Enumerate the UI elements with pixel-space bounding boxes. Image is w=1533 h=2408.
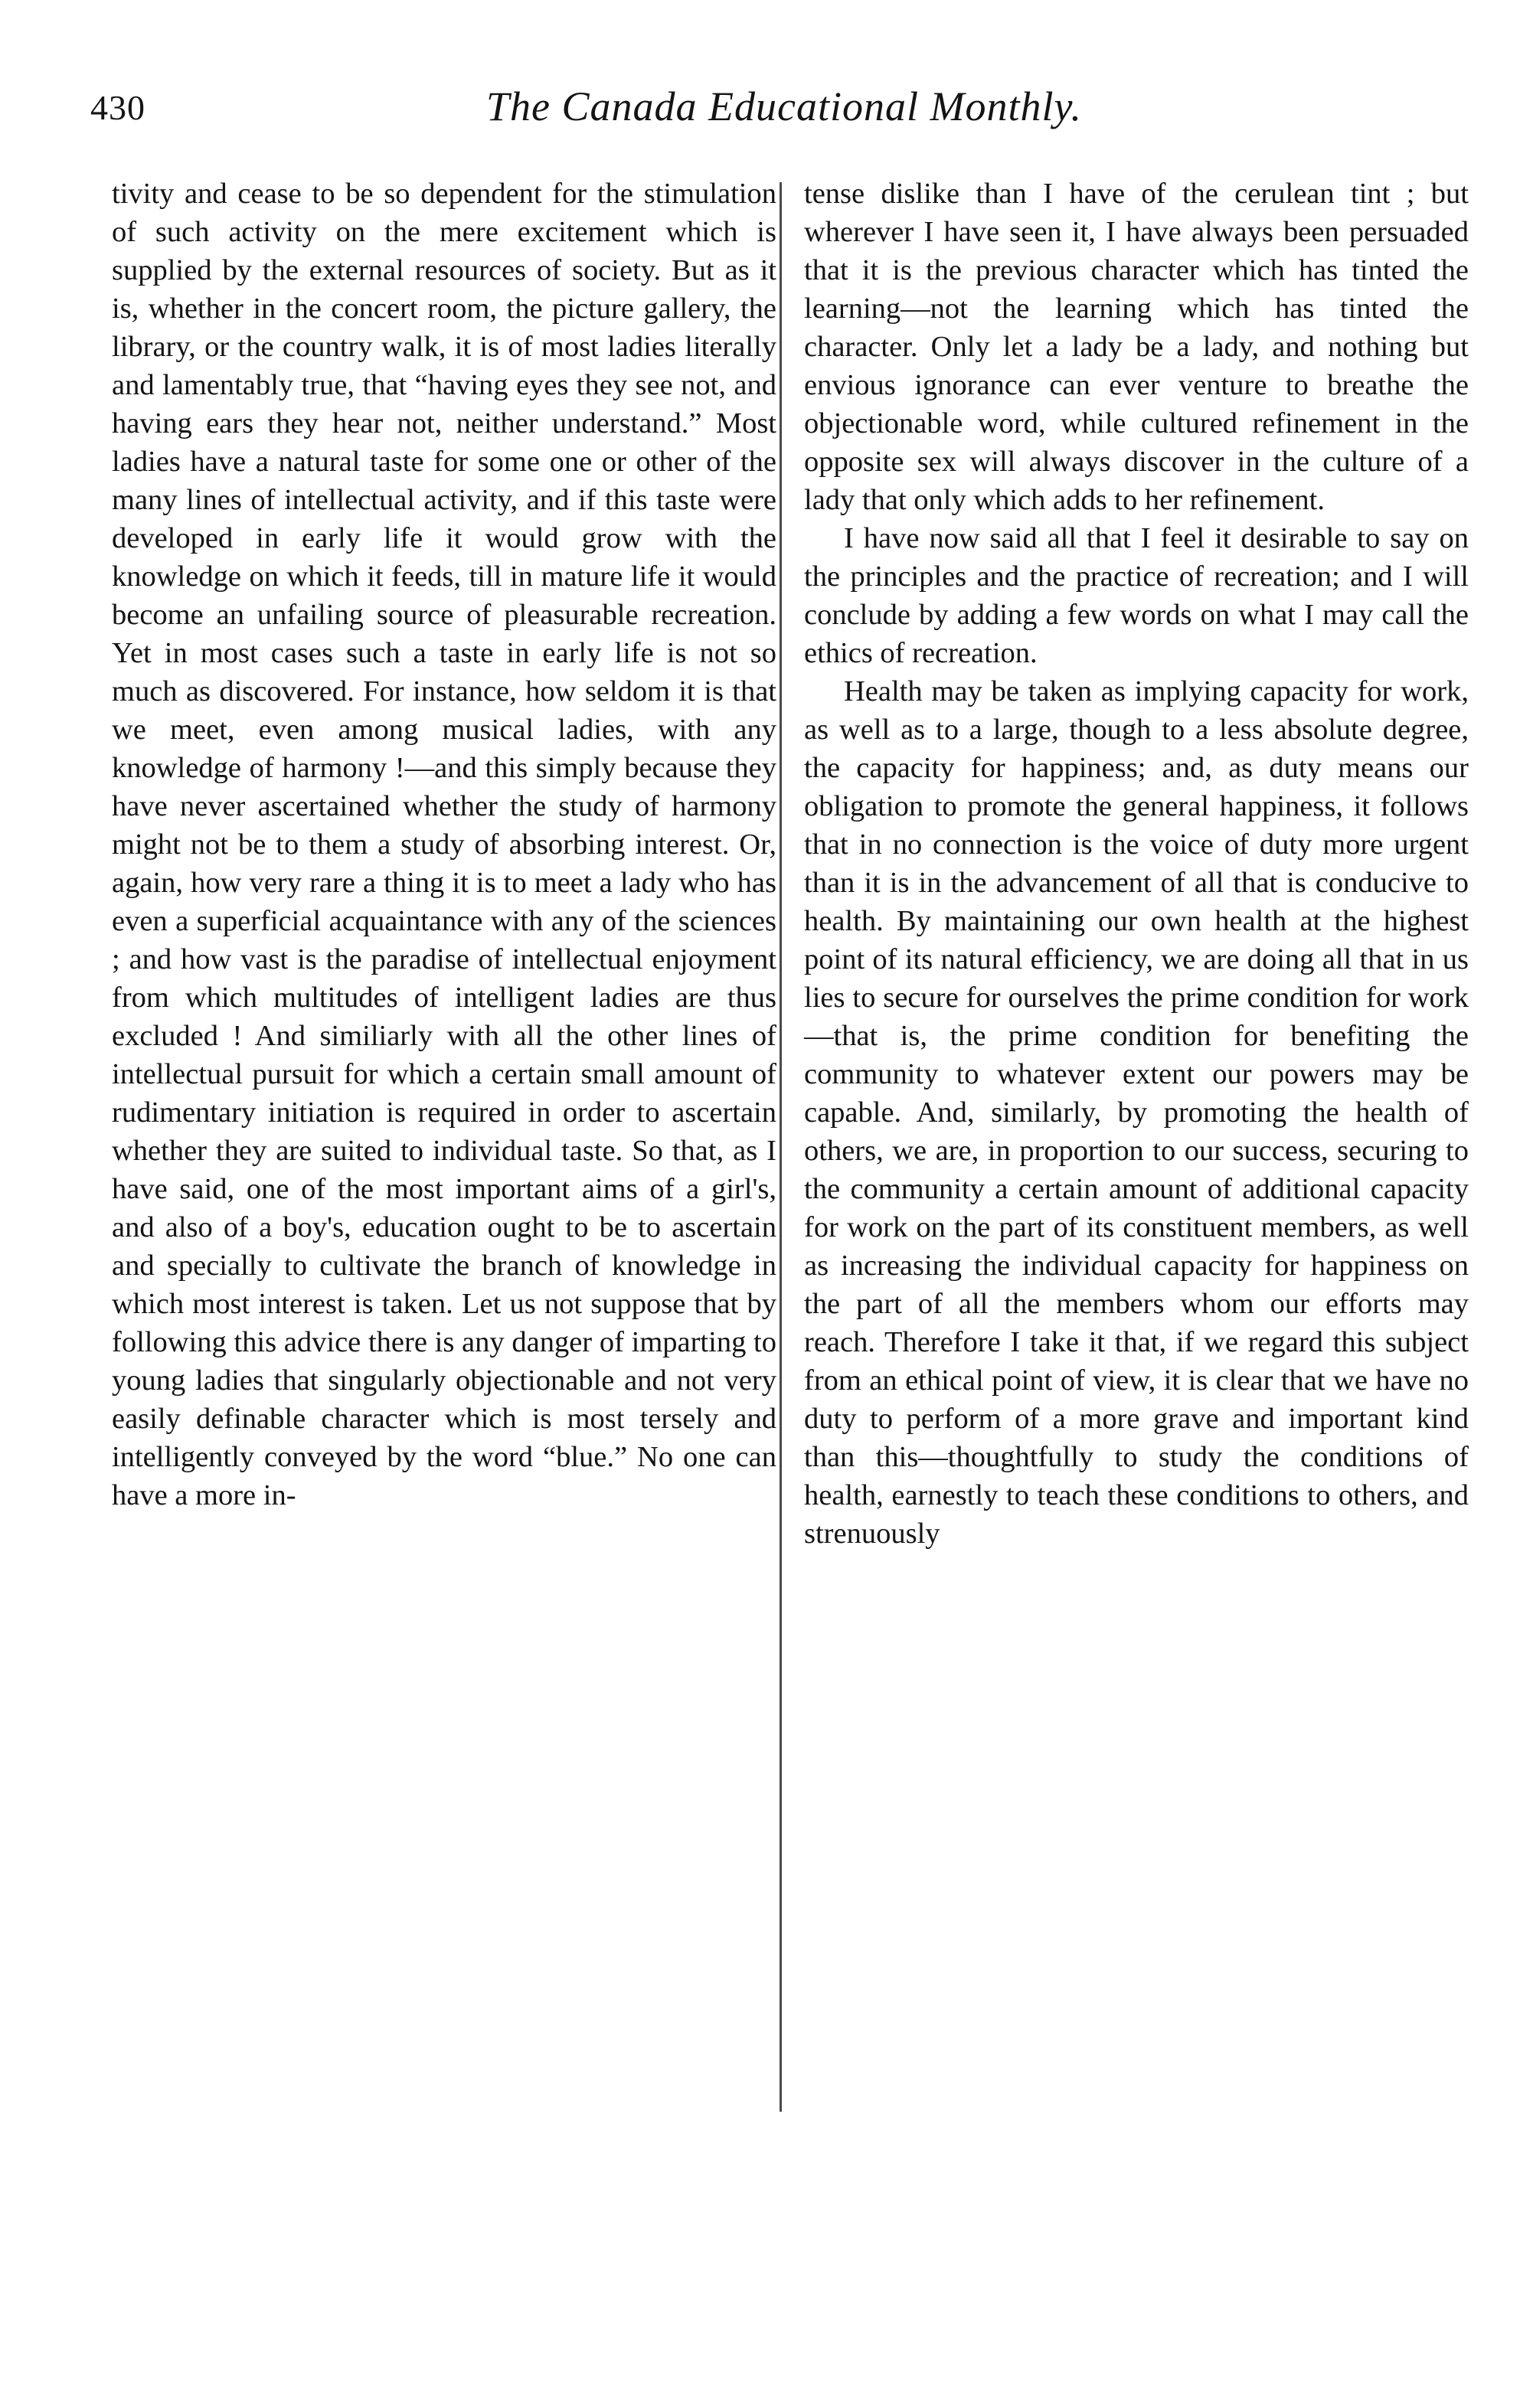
right-column	[804, 175, 1469, 2257]
right-paragraph-2: I have now said all that I feel it desirable to say on the principles and the practice of recreation; and I will conclude by adding a few words on what I may call the ethics of recreation.	[804, 522, 1469, 669]
page-header	[90, 83, 1478, 141]
running-title: The Canada Educational Monthly.	[486, 83, 1082, 129]
right-paragraph-3: Health may be taken as implying capacity for work, as well as to a large, though to a less absolute degree, the capacity for happiness; and, as duty means our obligation to promote the general happiness, it follows that in no connection is the voice of duty more urgent than it is in the advancement of all that is conducive to health. By maintaining our own health at the highest point of its natural efficiency, we are doing all that in us lies to secure for ourselves the prime condition for work—that is, the prime condition for benefiting the community to whatever extent our powers may be capable. And, similarly, by promoting the health of others, we are, in proportion to our success, securing to the community a certain amount of additional capacity for work on the part of its constituent members, as well as increasing the individual capacity for happiness on the part of all the members whom our efforts may reach. Therefore I take it that, if we regard this subject from an ethical point of view, it is clear that we have no duty to perform of a more grave and important kind than this—thoughtfully to study the conditions of health, earnestly to teach these conditions to others, and strenuously	[804, 675, 1469, 1550]
left-column	[112, 175, 776, 2257]
column-divider	[780, 182, 782, 2112]
left-paragraph-1: tivity and cease to be so dependent for the stimulation of such activity on the mere excitement which is supplied by the external resources of society. But as it is, whether in the concert room, the picture gallery, the library, or the country walk, it is of most ladies literally and lamentably true, that “having eyes they see not, and having ears they hear not, neither understand.” Most ladies have a natural taste for some one or other of the many lines of intellectual activity, and if this taste were developed in early life it would grow with the knowledge on which it feeds, till in mature life it would become an unfailing source of pleasurable recreation. Yet in most cases such a taste in early life is not so much as discovered. For instance, how seldom it is that we meet, even among musical ladies, with any knowledge of harmony !—and this simply because they have never ascertained whether the study of harmony might not be to them a study of absorbing interest. Or, again, how very rare a thing it is to meet a lady who has even a superficial acquaintance with any of the sciences ; and how vast is the paradise of intellectual enjoyment from which multitudes of intelligent ladies are thus excluded ! And similiarly with all the other lines of intellectual pursuit for which a certain small amount of rudimentary initiation is required in order to ascertain whether they are suited to individual taste. So that, as I have said, one of the most important aims of a girl's, and also of a boy's, education ought to be to ascertain and specially to cultivate the branch of knowledge in which most interest is taken. Let us not suppose that by following this advice there is any danger of imparting to young ladies that singularly objectionable and not very easily definable character which is most tersely and intelligently conveyed by the word “blue.” No one can have a more in-	[112, 178, 776, 1511]
right-paragraph-1: tense dislike than I have of the cerulean tint ; but wherever I have seen it, I have always been persuaded that it is the previous character which has tinted the learning—not the learning which has tinted the character. Only let a lady be a lady, and nothing but envious ignorance can ever venture to breathe the objectionable word, while cultured refinement in the opposite sex will always discover in the culture of a lady that only which adds to her refinement.	[804, 178, 1469, 516]
page-number: 430	[90, 88, 145, 127]
